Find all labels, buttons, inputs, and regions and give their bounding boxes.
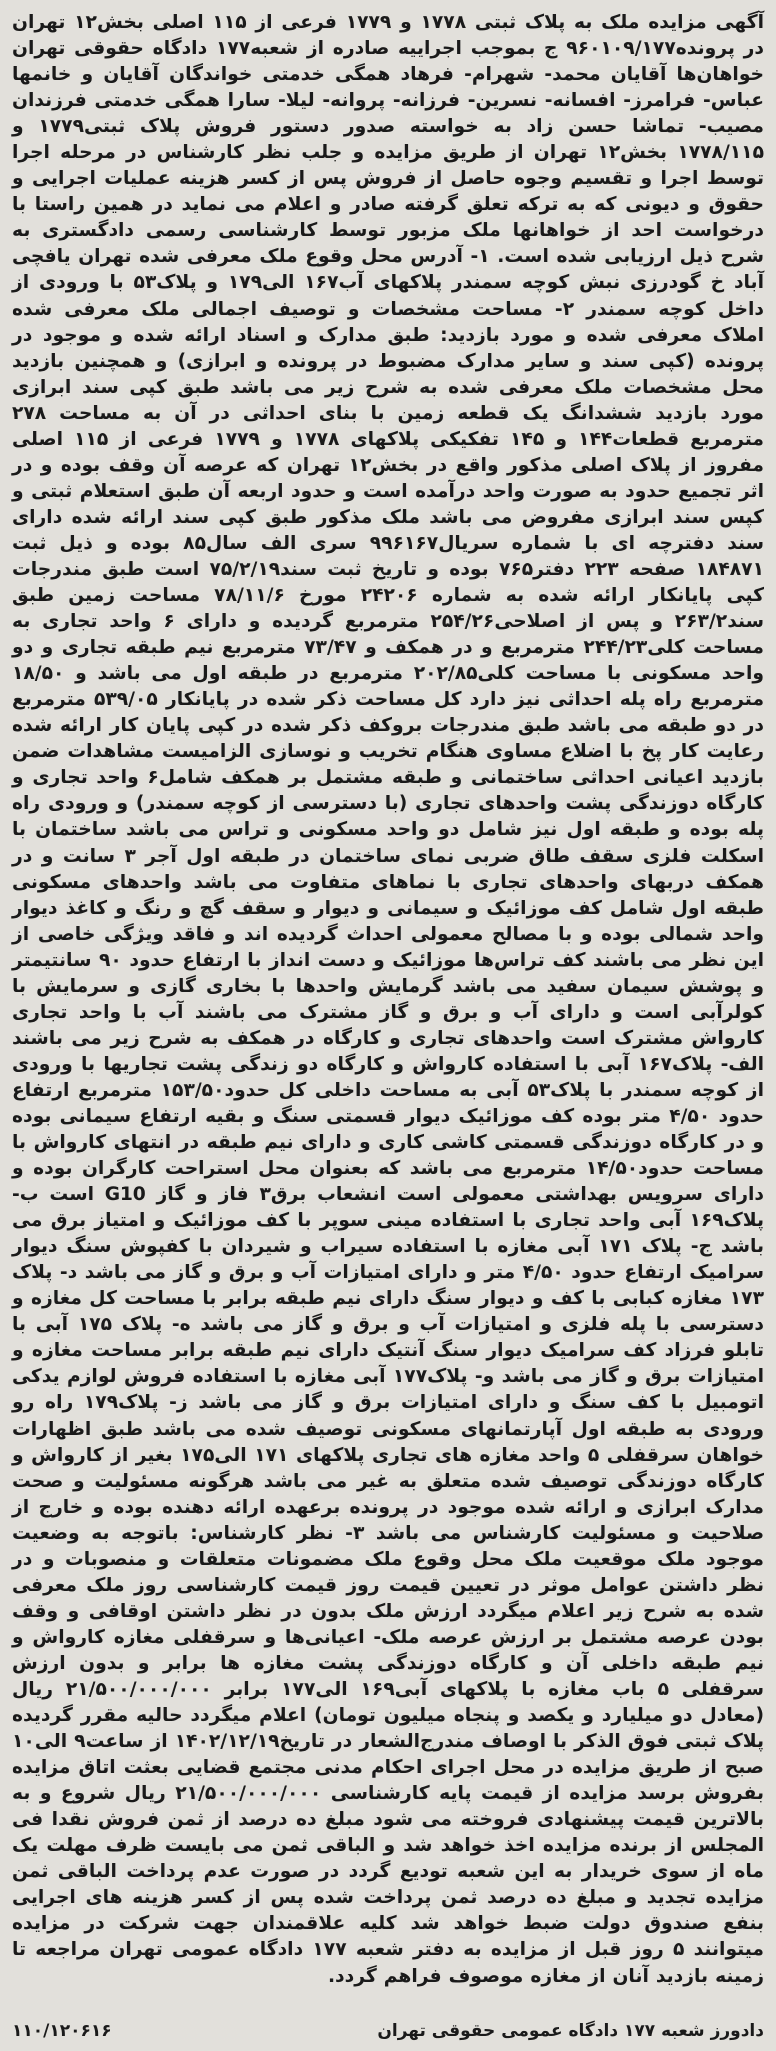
- notice-footer: [12, 2019, 764, 2043]
- notice-body: [12, 10, 764, 1990]
- notice-code: ۱۱۰/۱۲۰۶۱۶: [12, 2021, 112, 2041]
- notice-paragraph: آگهی مزایده ملک به پلاک ثبتی ۱۷۷۸ و ۱۷۷۹ فرعی از ۱۱۵ اصلی بخش۱۲ تهران در پرونده۹۶۰۱۰۹/۱۷۷ ج بموجب اجراییه صادره از شعبه۱۷۷ دادگاه حقوقی تهران خواهان‌ها آقایان محمد- شهرام- فرهاد همگی خدمتی خواندگان آقایان و خانمها عباس- فرامرز- افسانه- نسرین- فرزانه- پروانه- لیلا- سارا همگی خدمتی فرزندان مصیب- تماشا حسن زاد به خواسته صدور دستور فروش پلاک ثبتی۱۷۷۹ و ۱۷۷۸/۱۱۵ بخش۱۲ تهران از طریق مزایده و جلب نظر کارشناس در مرحله اجرا توسط اجرا و تقسیم وجوه حاصل از فروش پس از کسر هزینه عملیات اجرایی و حقوق و دیونی که به ترکه تعلق گرفته صادر و اعلام می نماید در همین راستا با درخواست احد از خواهانها ملک مزبور توسط کارشناسی رسمی دادگستری به شرح ذیل ارزیابی شده است. ۱- آدرس محل وقوع ملک معرفی شده تهران یافچی آباد خ گودرزی نبش کوچه سمندر پلاکهای آب۱۶۷ الی۱۷۹ و پلاک۵۳ با ورودی از داخل کوچه سمندر ۲- مساحت مشخصات و توصیف اجمالی ملک معرفی شده املاک معرفی شده و مورد بازدید: طبق مدارک و اسناد ارائه شده و موجود در پرونده (کپی سند و سایر مدارک مضبوط در پرونده و ابرازی) و همچنین بازدید محل مشخصات ملک معرفی شده به شرح زیر می باشد طبق کپی سند ابرازی مورد بازدید ششدانگ یک قطعه زمین با بنای احداثی در آن به مساحت ۲۷۸ مترمربع قطعات۱۴۴ و ۱۴۵ تفکیکی پلاکهای ۱۷۷۸ و ۱۷۷۹ فرعی از ۱۱۵ اصلی مفروز از پلاک اصلی مذکور واقع در بخش۱۲ تهران که عرصه آن وقف بوده و در اثر تجمیع حدود به صورت واحد درآمده است و حدود اربعه آن طبق استعلام ثبتی و کپس سند ابرازی مفروض می باشد ملک مذکور طبق کپی سند ارائه شده دارای سند دفترچه ای با شماره سریال۹۹۶۱۶۷ سری الف سال۸۵ بوده و ذیل ثبت ۱۸۴۸۷۱ صفحه ۲۲۳ دفتر۷۶۵ بوده و تاریخ ثبت سند۷۵/۲/۱۹ است طبق مندرجات کپی پایانکار ارائه شده به شماره ۲۴۲۰۶ مورخ ۷۸/۱۱/۶ مساحت زمین طبق سند۲۶۳/۲ و پس از اصلاحی۲۵۴/۲۶ مترمربع گردیده و دارای ۶ واحد تجاری به مساحت کلی۲۴۴/۲۳ مترمربع و در همکف و ۷۳/۴۷ مترمربع نیم طبقه تجاری و دو واحد مسکونی با مساحت کلی۲۰۲/۸۵ مترمربع در طبقه اول می باشد و ۱۸/۵۰ مترمربع راه پله احداثی نیز دارد کل مساحت ذکر شده در پایانکار ۵۳۹/۰۵ مترمربع در دو طبقه می باشد طبق مندرجات بروکف ذکر شده در کپی پایان کار ارائه شده رعایت کار پخ با اضلاع مساوی هنگام تخریب و نوسازی الزامیست مشاهدات ضمن بازدید اعیانی احداثی ساختمانی و طبقه مشتمل بر همکف شامل۶ واحد تجاری و کارگاه دوزندگی پشت واحدهای تجاری (با دسترسی از کوچه سمندر) و ورودی راه پله بوده و طبقه اول نیز شامل دو واحد مسکونی و تراس می باشد ساختمان با اسکلت فلزی سقف طاق ضربی نمای ساختمان در طبقه اول آجر ۳ سانت و در همکف دربهای واحدهای تجاری با نماهای متفاوت می باشد واحدهای مسکونی طبقه اول شامل کف موزائیک و سیمانی و دیوار و سقف گچ و رنگ و کاغذ دیوار واحد شمالی بوده و با مصالح معمولی احداث گردیده اند و فاقد ویژگی خاصی از این نظر می باشند کف تراس‌ها موزائیک و دست انداز با ارتفاع حدود ۹۰ سانتیمتر و پوشش سیمان سفید می باشد گرمایش واحدها با بخاری گازی و سرمایش با کولرآبی است و دارای آب و برق و گاز مشترک می باشند آب با واحد تجاری کارواش مشترک است واحدهای تجاری و کارگاه در همکف به شرح زیر می باشند الف- پلاک۱۶۷ آبی با استفاده کارواش و کارگاه دو زندگی پشت تجاریها با ورودی از کوچه سمندر با پلاک۵۳ آبی به مساحت داخلی کل حدود۱۵۳/۵۰ مترمربع ارتفاع حدود ۴/۵۰ متر بوده کف موزائیک دیوار قسمتی سنگ و بقیه ارتفاع سیمانی بوده و در کارگاه دوزندگی قسمتی کاشی کاری و دارای نیم طبقه در انتهای کارواش با مساحت حدود۱۴/۵۰ مترمربع می باشد که بعنوان محل استراحت کارگران بوده و دارای سرویس بهداشتی معمولی است انشعاب برق۳ فاز و گاز G10 است ب- پلاک۱۶۹ آبی واحد تجاری با استفاده مینی سوپر با کف موزائیک و امتیاز برق می باشد ج- پلاک ۱۷۱ آبی مغازه با استفاده سیراب و شیردان با کفپوش سنگ دیوار سرامیک ارتفاع حدود ۴/۵۰ متر و دارای امتیازات آب و برق و گاز می باشد د- پلاک ۱۷۳ مغازه کبابی با کف و دیوار سنگ دارای نیم طبقه برابر با مساحت کل مغازه و دسترسی با پله فلزی و امتیازات آب و برق و گاز می باشد ه- پلاک ۱۷۵ آبی با تابلو فرزاد کف سرامیک دیوار سنگ آنتیک دارای نیم طبقه برابر مساحت مغازه و امتیازات برق و گاز می باشد و- پلاک۱۷۷ آبی مغازه با استفاده فروش لوازم یدکی اتومبیل با کف سنگ و دارای امتیازات برق و گاز می باشد ز- پلاک۱۷۹ راه رو ورودی به طبقه اول آپارتمانهای مسکونی توصیف شده می باشد طبق اظهارات خواهان سرقفلی ۵ واحد مغازه های تجاری پلاکهای ۱۷۱ الی۱۷۵ بغیر از کارواش و کارگاه دوزندگی توصیف شده متعلق به غیر می باشد هرگونه مسئولیت و صحت مدارک ابرازی و ارائه شده موجود در پرونده برعهده ارائه دهنده بوده و خارج از صلاحیت و مسئولیت کارشناس می باشد ۳- نظر کارشناس: باتوجه به وضعیت موجود ملک موقعیت ملک محل وقوع ملک مضمونات متعلقات و منصوبات و در نظر داشتن عوامل موثر در تعیین قیمت روز قیمت کارشناسی روز ملک معرفی شده به شرح زیر اعلام میگردد ارزش ملک بدون در نظر داشتن اوقافی و وقف بودن عرصه مشتمل بر ارزش عرصه ملک- اعیانی‌ها و سرقفلی مغازه کارواش و نیم طبقه داخلی آن و کارگاه دوزندگی پشت مغازه ها برابر و بدون ارزش سرقفلی ۵ باب مغازه با پلاکهای آبی۱۶۹ الی۱۷۷ برابر ۲۱/۵۰۰/۰۰۰/۰۰۰ ریال (معادل دو میلیارد و یکصد و پنجاه میلیون تومان) اعلام میگردد حالیه مقرر گردیده پلاک ثبتی فوق الذکر با اوصاف مندرج‌الشعار در تاریخ۱۴۰۲/۱۲/۱۹ از ساعت۹ الی۱۰ صبح از طریق مزایده در محل اجرای احکام مدنی مجتمع قضایی بعثت اتاق مزایده بفروش برسد مزایده از قیمت پایه کارشناسی ۲۱/۵۰۰/۰۰۰/۰۰۰ ریال شروع و به بالاترین قیمت پیشنهادی فروخته می شود مبلغ ده درصد از ثمن فروش نقدا فی المجلس از برنده مزایده اخذ خواهد شد و الباقی ثمن می بایست ظرف مهلت یک ماه از سوی خریدار به این شعبه تودیع گردد در صورت عدم پرداخت الباقی ثمن مزایده تجدید و مبلغ ده درصد ثمن پرداخت شده پس از کسر هزینه های اجرایی بنفع صندوق دولت ضبط خواهد شد کلیه علاقمندان جهت شرکت در مزایده میتوانند ۵ روز قبل از مزایده به دفتر شعبه ۱۷۷ دادگاه عمومی تهران مراجعه تا زمینه بازدید آنان از مغازه موصوف فراهم گردد.: [12, 12, 765, 1987]
- notice-signature: دادورز شعبه ۱۷۷ دادگاه عمومی حقوقی تهران: [377, 2021, 764, 2041]
